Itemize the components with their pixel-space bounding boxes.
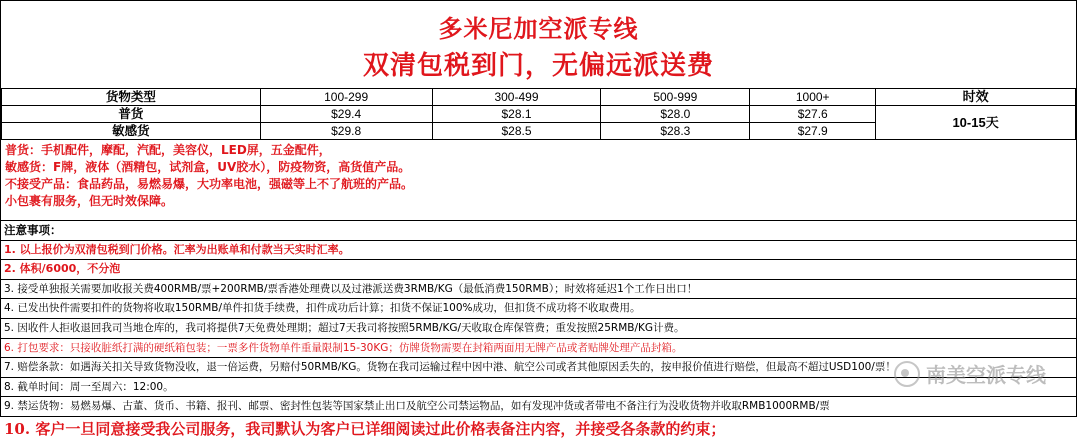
time-header: 时效 xyxy=(876,89,1076,106)
notice-item: 7. 赔偿条款：如遇海关扣关导致货物没收，退一倍运费，另赔付50RMB/KG。货物在我司运输过程中因中港、航空公司或者其他原因丢失的，按申报价值进行赔偿，但最高不超过USD100/票！ xyxy=(1,357,1076,377)
wechat-icon xyxy=(894,361,920,387)
goods-line: 敏感货：F牌，液体（酒精包，试剂盒，UV胶水），防疫物资，高货值产品。 xyxy=(5,160,411,174)
notice-item: 6. 打包要求：只接收脏纸打满的硬纸箱包装；一票多件货物单件重量限制15-30KG；仿牌货物需要在封箱两面用无牌产品或者贴牌处理产品封箱。 xyxy=(1,338,1076,358)
goods-line: 不接受产品：食品药品，易燃易爆，大功率电池，强磁等上不了航班的产品。 xyxy=(5,177,414,191)
notice-item: 9. 禁运货物：易燃易爆、古董、货币、书籍、报刊、邮票、密封性包装等国家禁止出口及航空公司禁运物品，如有发现冲货或者带电不备注行为没收货物并收取RMB1000RMB/票 xyxy=(1,396,1076,416)
tier-header: 500-999 xyxy=(601,89,750,106)
notice-section xyxy=(1,220,1076,442)
goods-line: 小包裹有服务，但无时效保障。 xyxy=(5,194,174,208)
title-block xyxy=(1,1,1076,89)
notice-item: 2. 体积/6000，不分泡 xyxy=(1,259,1076,279)
price-cell: $27.6 xyxy=(750,106,876,123)
row-name: 敏感货 xyxy=(2,123,261,140)
time-value: 10-15天 xyxy=(876,106,1076,140)
tier-header: 300-499 xyxy=(432,89,601,106)
watermark xyxy=(894,359,1046,388)
watermark-text: 南美空派专线 xyxy=(926,363,1046,387)
rates-header-row xyxy=(2,89,1076,106)
goods-line: 普货：手机配件，摩配，汽配，美容仪，LED屏，五金配件， xyxy=(5,143,331,157)
tier-header: 1000+ xyxy=(750,89,876,106)
notice-header: 注意事项： xyxy=(1,220,1076,240)
notice-item: 4. 已发出快件需要扣件的货物将收取150RMB/单件扣货手续费，扣件成功后计算；扣货不保证100%成功，但扣货不成功将不收取费用。 xyxy=(1,298,1076,318)
goods-description xyxy=(5,142,1075,210)
title-line-2: 双清包税到门，无偏远派送费 xyxy=(362,51,714,81)
tier-header: 100-299 xyxy=(260,89,432,106)
row-name: 普货 xyxy=(2,106,261,123)
price-cell: $29.4 xyxy=(260,106,432,123)
rates-table xyxy=(1,88,1076,140)
title-line-1: 多米尼加空派专线 xyxy=(438,14,639,43)
price-cell: $28.1 xyxy=(432,106,601,123)
notice-item: 8. 截单时间：周一至周六：12:00。 xyxy=(1,377,1076,397)
notice-item: 1. 以上报价为双清包税到门价格。汇率为出账单和付款当天实时汇率。 xyxy=(1,240,1076,260)
notice-item: 5. 因收件人拒收退回我司当地仓库的，我司将提供7天免费处理期；超过7天我司将按照5RMB/KG/天收取仓库保管费；重发按照25RMB/KG计费。 xyxy=(1,318,1076,338)
price-cell: $28.3 xyxy=(601,123,750,140)
category-header: 货物类型 xyxy=(2,89,261,106)
price-cell: $28.5 xyxy=(432,123,601,140)
notice-item: 10. 客户一旦同意接受我公司服务，我司默认为客户已详细阅读过此价格表备注内容，并接受各条款的约束； xyxy=(1,416,1076,442)
price-cell: $28.0 xyxy=(601,106,750,123)
price-cell: $27.9 xyxy=(750,123,876,140)
rates-row-general xyxy=(2,106,1076,123)
price-cell: $29.8 xyxy=(260,123,432,140)
notice-item: 3. 接受单独报关需要加收报关费400RMB/票+200RMB/票香港处理费以及过港派送费3RMB/KG（最低消费150RMB）；时效将延迟1个工作日出口！ xyxy=(1,279,1076,299)
